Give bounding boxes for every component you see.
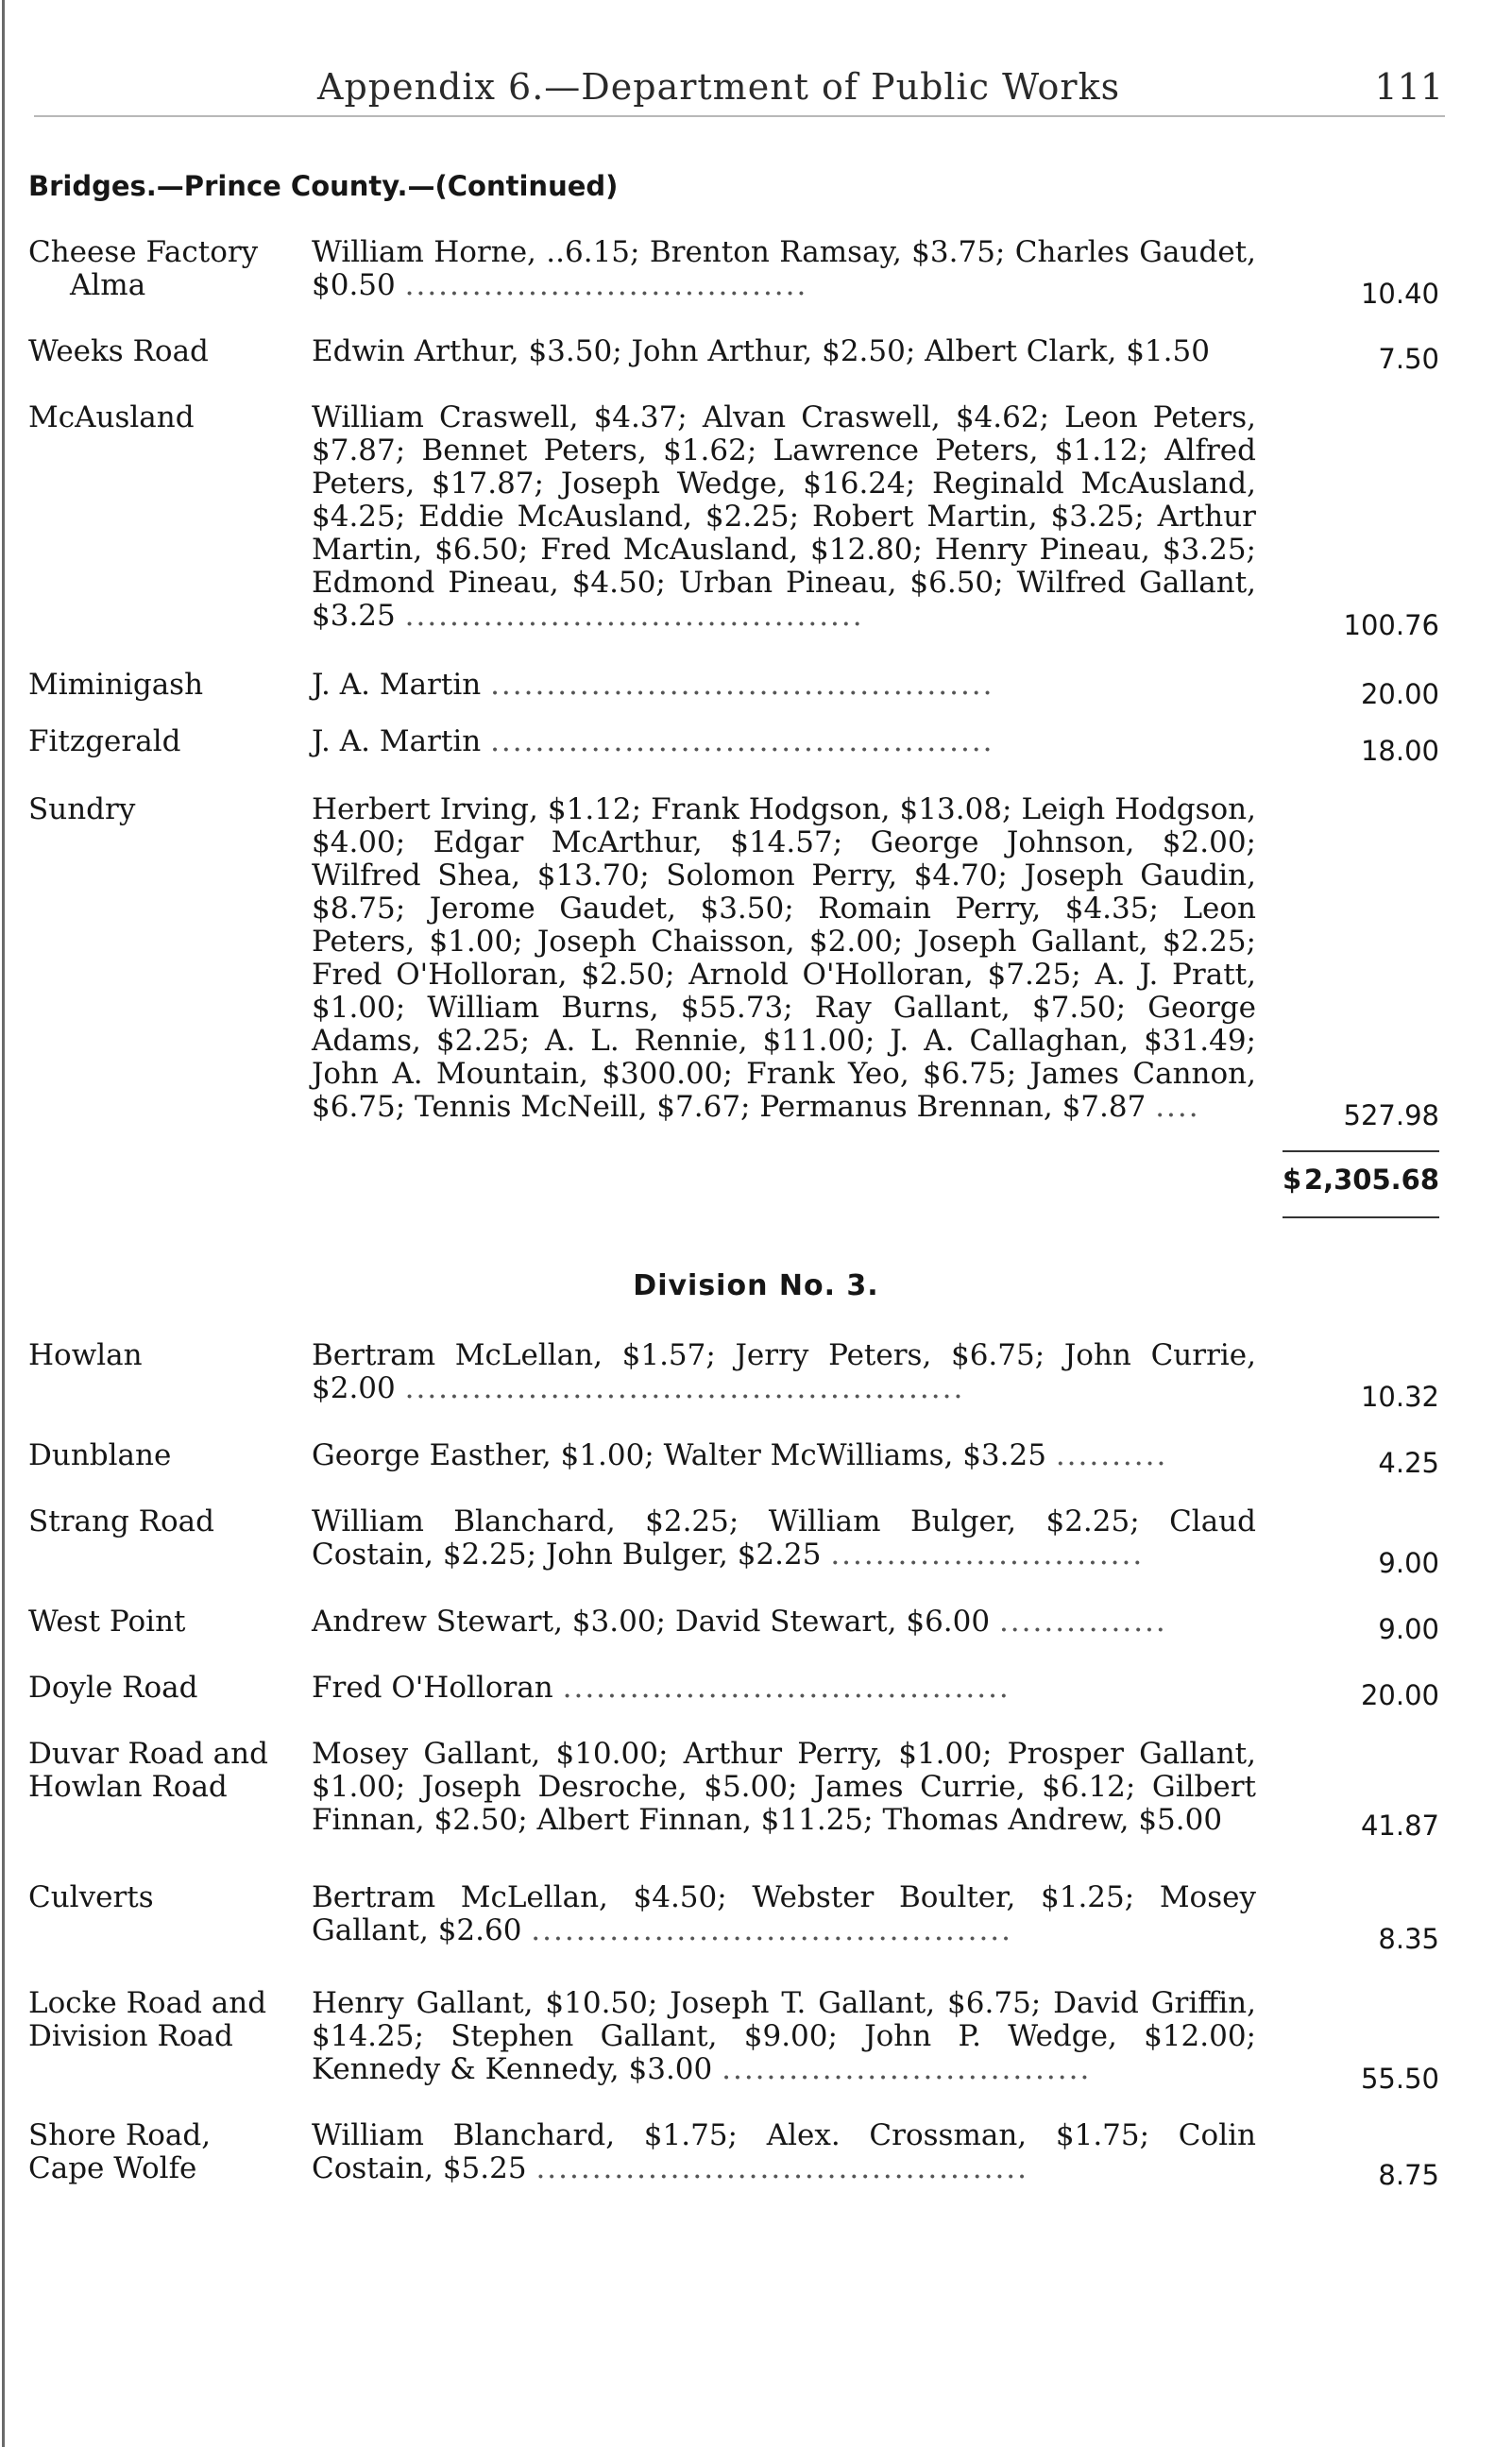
entry-text: George Easther, $1.00; Walter McWilliams, $3.25 (312, 1438, 1046, 1472)
entry-amount: 10.40 (1360, 278, 1439, 310)
place-line-1: Locke Road and (28, 1986, 267, 2020)
page-edge-rule (2, 0, 5, 2447)
leader-dots: .... (1155, 1090, 1200, 1124)
leader-dots: ............................ (830, 1538, 1145, 1572)
place-line-2: Howlan Road (28, 1770, 228, 1804)
leader-dots: ............................................. (490, 668, 994, 702)
leader-dots: ........................................ (562, 1671, 1011, 1705)
place-name (28, 2119, 302, 2185)
place-name: Fitzgerald (28, 724, 181, 758)
place-name: Doyle Road (28, 1671, 198, 1705)
total-rule-top (1283, 1150, 1439, 1152)
entry-description (312, 236, 1256, 302)
entry-amount: 9.00 (1378, 1547, 1439, 1579)
place-name (28, 1987, 302, 2053)
leader-dots: ............................................ (535, 2151, 1029, 2185)
entry-text: Henry Gallant, $10.50; Joseph T. Gallant, $6.75; David Griffin, $14.25; Stephen Gallant, $9.00; John P. Wedge, $12.00; Kennedy & Kennedy, $3.00 (312, 1986, 1256, 2086)
place-name (28, 1738, 302, 1804)
entry-amount: 20.00 (1360, 678, 1439, 710)
place-name: McAusland (28, 400, 195, 434)
entry-text: Mosey Gallant, $10.00; Arthur Perry, $1.00; Prosper Gallant, $1.00; Joseph Desroche, $5.00; James Currie, $6.12; Gilbert Finnan, $2.50; Albert Finnan, $11.25; Thomas Andrew, $5.00 (312, 1737, 1256, 1837)
entry-text: Herbert Irving, $1.12; Frank Hodgson, $13.08; Leigh Hodgson, $4.00; Edgar McArthur, $14.57; George Johnson, $2.00; Wilfred Shea, $13.70; Solomon Perry, $4.70; Joseph Gaudin, $8.75; Jerome Gaudet, $3.50; Romain Perry, $4.35; Leon Peters, $1.00; Joseph Chaisson, $2.00; Joseph Gallant, $2.25; Fred O'Holloran, $2.50; Arnold O'Holloran, $7.25; A. J. Pratt, $1.00; William Burns, $55.73; Ray Gallant, $7.50; George Adams, $2.25; A. L. Rennie, $11.00; J. A. Callaghan, $31.49; John A. Mountain, $300.00; Frank Yeo, $6.75; James Cannon, $6.75; Tennis McNeill, $7.67; Permanus Brennan, $7.87 (312, 792, 1256, 1124)
entry-description (312, 335, 1256, 368)
entry-amount: 100.76 (1343, 609, 1439, 641)
leader-dots: ............... (998, 1605, 1167, 1639)
entry-description (312, 1881, 1256, 1947)
leader-dots: .................................... (404, 268, 808, 302)
place-line-2: Alma (70, 268, 146, 302)
entry-text: William Horne, ..6.15; Brenton Ramsay, $3.75; Charles Gaudet, $0.50 (312, 235, 1256, 302)
entry-text: William Craswell, $4.37; Alvan Craswell, $4.62; Leon Peters, $7.87; Bennet Peters, $1.62; Lawrence Peters, $1.12; Alfred Peters, $17.87; Joseph Wedge, $16.24; Reginald McAusland, $4.25; Eddie McAusland, $2.25; Robert Martin, $3.25; Arthur Martin, $6.50; Fred McAusland, $12.80; Henry Pineau, $3.25; Edmond Pineau, $4.50; Urban Pineau, $6.50; Wilfred Gallant, $3.25 (312, 400, 1256, 633)
entry-amount: 9.00 (1378, 1613, 1439, 1645)
section-total: 2,305.68 (1303, 1164, 1439, 1196)
entry-amount: 8.35 (1378, 1923, 1439, 1955)
place-line-1: Duvar Road and (28, 1737, 268, 1771)
place-name: Miminigash (28, 668, 204, 702)
leader-dots: ............................................. (490, 724, 994, 758)
place-name: Culverts (28, 1880, 154, 1914)
total-currency-sign: $ (1283, 1164, 1302, 1196)
place-name (28, 236, 302, 302)
entry-text: J. A. Martin (312, 668, 482, 702)
entry-text: William Blanchard, $1.75; Alex. Crossman, $1.75; Colin Costain, $5.25 (312, 2118, 1256, 2185)
place-line-2: Division Road (28, 2019, 233, 2053)
place-name: Howlan (28, 1338, 143, 1372)
place-name: Weeks Road (28, 334, 209, 368)
entry-text: Fred O'Holloran (312, 1671, 553, 1705)
entry-text: Edwin Arthur, $3.50; John Arthur, $2.50; Albert Clark, $1.50 (312, 334, 1210, 368)
entry-description (312, 1439, 1256, 1472)
entry-amount: 20.00 (1360, 1679, 1439, 1711)
entry-description (312, 793, 1256, 1124)
entry-text: Bertram McLellan, $4.50; Webster Boulter, $1.25; Mosey Gallant, $2.60 (312, 1880, 1256, 1947)
entry-description (312, 669, 1256, 702)
entry-description (312, 401, 1256, 633)
entry-amount: 10.32 (1360, 1381, 1439, 1413)
entry-description (312, 1672, 1256, 1705)
place-name: Sundry (28, 792, 136, 826)
entry-amount: 55.50 (1360, 2063, 1439, 2095)
entry-amount: 8.75 (1378, 2159, 1439, 2191)
place-name: Strang Road (28, 1504, 214, 1538)
place-line-2: Cape Wolfe (28, 2151, 197, 2185)
entry-amount: 41.87 (1360, 1810, 1439, 1842)
entry-description (312, 1606, 1256, 1639)
entry-amount: 527.98 (1343, 1099, 1439, 1131)
entry-amount: 4.25 (1378, 1447, 1439, 1479)
place-name: West Point (28, 1605, 186, 1639)
running-head: Appendix 6.—Department of Public Works (317, 66, 1121, 108)
entry-description (312, 1339, 1256, 1405)
place-line-1: Cheese Factory (28, 235, 259, 269)
entry-text: J. A. Martin (312, 724, 482, 758)
entry-description (312, 1505, 1256, 1572)
leader-dots: ........................................... (531, 1913, 1013, 1947)
leader-dots: ......................................... (404, 599, 864, 633)
place-name: Dunblane (28, 1438, 172, 1472)
entry-text: William Blanchard, $2.25; William Bulger, $2.25; Claud Costain, $2.25; John Bulger, $2.25 (312, 1504, 1256, 1572)
entry-amount: 7.50 (1378, 343, 1439, 375)
leader-dots: ................................. (722, 2052, 1092, 2086)
leader-dots: .................................................. (404, 1371, 965, 1405)
place-line-1: Shore Road, (28, 2118, 212, 2152)
entry-description (312, 2119, 1256, 2185)
total-rule-bottom (1283, 1216, 1439, 1218)
entry-text: Bertram McLellan, $1.57; Jerry Peters, $6.75; John Currie, $2.00 (312, 1338, 1256, 1405)
section-title: Bridges.—Prince County.—(Continued) (28, 170, 619, 202)
leader-dots: .......... (1055, 1438, 1168, 1472)
entry-description (312, 1738, 1256, 1837)
entry-description (312, 1987, 1256, 2086)
entry-amount: 18.00 (1360, 735, 1439, 767)
division-title: Division No. 3. (633, 1269, 879, 1302)
header-rule (34, 115, 1445, 117)
entry-text: Andrew Stewart, $3.00; David Stewart, $6.00 (312, 1605, 991, 1639)
page-number: 111 (1374, 66, 1443, 108)
entry-description (312, 725, 1256, 758)
